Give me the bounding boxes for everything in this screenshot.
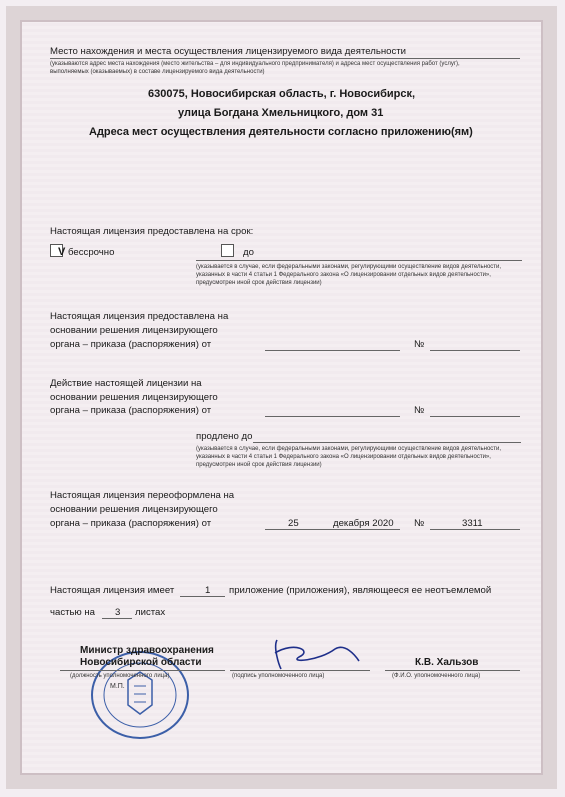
until-checkbox — [221, 244, 234, 257]
extended-until-label: продлено до — [196, 431, 253, 442]
underline — [196, 260, 522, 261]
signer-name: К.В. Хальзов — [415, 657, 479, 668]
location-note-2: выполняемых (оказываемых) в составе лицензируемого вида деятельности) — [50, 69, 265, 75]
underline — [60, 670, 225, 671]
underline — [430, 416, 520, 417]
granted-line-1: Настоящая лицензия предоставлена на — [50, 311, 229, 322]
reissued-line-1: Настоящая лицензия переоформлена на — [50, 490, 235, 501]
name-note: (Ф.И.О. уполномоченного лица) — [392, 673, 481, 679]
underline — [50, 58, 520, 59]
reissued-line-2: основании решения лицензирующего — [50, 504, 218, 515]
underline — [265, 416, 400, 417]
underline — [430, 529, 520, 530]
signer-position-line-1: Министр здравоохранения — [80, 645, 214, 656]
appendix-suffix: приложение (приложения), являющееся ее неотъемлемой — [229, 585, 492, 596]
appendix-count: 1 — [205, 585, 211, 596]
underline — [385, 670, 520, 671]
reissued-number-sign: № — [414, 518, 425, 529]
extended-note-1: (указывается в случае, если федеральными законами, регулирующими осуществление видов деятельности, — [196, 446, 502, 452]
appendix-part-suffix: листах — [135, 607, 166, 618]
appendix-prefix: Настоящая лицензия имеет — [50, 585, 175, 596]
handwritten-signature — [255, 635, 365, 675]
extended-note-3: предусмотрен иной срок действия лицензии) — [196, 462, 322, 468]
extended-number-sign: № — [414, 405, 425, 416]
underline — [265, 350, 400, 351]
appendix-part-prefix: частью на — [50, 607, 96, 618]
extended-line-3: органа – приказа (распоряжения) от — [50, 405, 212, 416]
reissued-month-year: декабря 2020 — [333, 518, 394, 529]
address-line-2: улица Богдана Хмельницкого, дом 31 — [178, 107, 384, 119]
until-label: до — [243, 247, 254, 258]
term-label: Настоящая лицензия предоставлена на срок: — [50, 226, 254, 237]
term-note-1: (указывается в случае, если федеральными законами, регулирующими осуществление видов деятельности, — [196, 264, 502, 270]
granted-line-2: основании решения лицензирующего — [50, 325, 218, 336]
position-note: (должность уполномоченного лица) — [70, 673, 170, 679]
term-note-3: предусмотрен иной срок действия лицензии) — [196, 280, 322, 286]
reissued-number: 3311 — [462, 518, 483, 529]
location-heading: Место нахождения и места осуществления лицензируемого вида деятельности — [50, 46, 407, 57]
underline — [253, 442, 521, 443]
extended-line-1: Действие настоящей лицензии на — [50, 378, 202, 389]
location-note-1: (указываются адрес места нахождения (место жительства – для индивидуального предпринимателя) и адреса мест осуществления работ (услуг), — [50, 61, 460, 67]
stamp-place-mark: М.П. — [110, 683, 125, 690]
term-note-2: указанных в части 4 статьи 1 Федерального закона «О лицензировании отдельных видов деятельности», — [196, 272, 491, 278]
granted-number-sign: № — [414, 339, 425, 350]
underline — [102, 618, 132, 619]
underline — [265, 529, 400, 530]
signature-note: (подпись уполномоченного лица) — [232, 673, 325, 679]
reissued-day: 25 — [288, 518, 299, 529]
appendix-sheets: 3 — [115, 607, 121, 618]
signer-position-line-2: Новосибирской области — [80, 657, 202, 668]
extended-note-2: указанных в части 4 статьи 1 Федерального закона «О лицензировании отдельных видов деятельности», — [196, 454, 491, 460]
underline — [430, 350, 520, 351]
underline — [230, 670, 370, 671]
granted-line-3: органа – приказа (распоряжения) от — [50, 339, 212, 350]
address-line-1: 630075, Новосибирская область, г. Новосибирск, — [148, 88, 416, 100]
reissued-line-3: органа – приказа (распоряжения) от — [50, 518, 212, 529]
check-mark: V — [58, 246, 66, 258]
extended-line-2: основании решения лицензирующего — [50, 392, 218, 403]
underline — [180, 596, 225, 597]
address-line-3: Адреса мест осуществления деятельности согласно приложению(ям) — [89, 126, 473, 138]
indefinite-label: бессрочно — [68, 247, 115, 258]
